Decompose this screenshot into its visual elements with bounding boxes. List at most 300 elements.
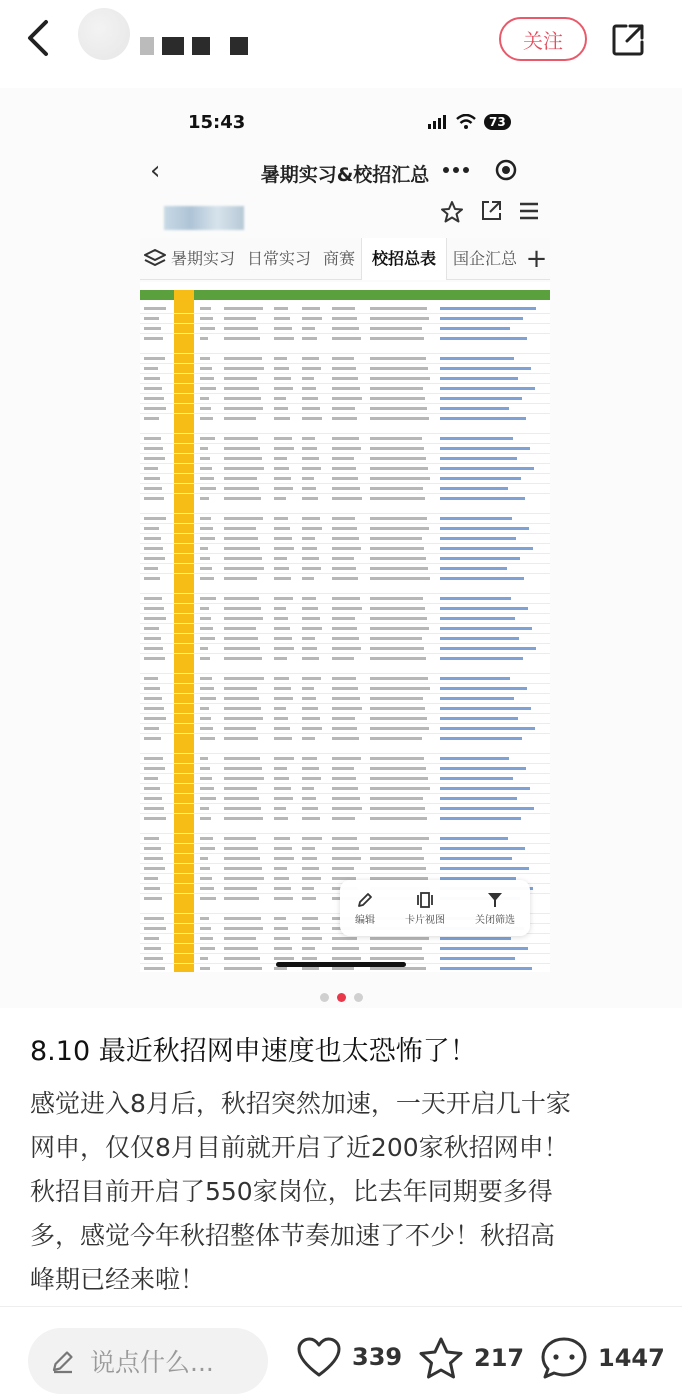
- like-button[interactable]: [296, 1336, 402, 1378]
- table-cell: [274, 357, 287, 360]
- author-name-redacted[interactable]: [140, 34, 280, 58]
- table-cell: [302, 657, 319, 660]
- table-cell: [332, 357, 354, 360]
- table-cell: [332, 447, 361, 450]
- table-cell: [224, 877, 264, 880]
- table-cell: [302, 557, 319, 560]
- layers-icon: [140, 238, 171, 280]
- table-cell: [274, 687, 291, 690]
- table-cell: [302, 597, 316, 600]
- table-cell: [332, 487, 360, 490]
- table-cell: [144, 467, 158, 470]
- divider: [0, 1306, 682, 1307]
- table-cell: [144, 787, 160, 790]
- table-cell: [302, 637, 315, 640]
- table-cell: [274, 607, 286, 610]
- table-cell: [332, 327, 359, 330]
- table-cell: [224, 677, 264, 680]
- table-cell: [302, 457, 319, 460]
- table-cell: [224, 887, 257, 890]
- table-row: [140, 414, 550, 434]
- table-cell: [224, 367, 264, 370]
- table-cell: [332, 857, 361, 860]
- table-cell: [144, 737, 161, 740]
- table-cell: [370, 477, 430, 480]
- table-cell: [144, 497, 164, 500]
- table-cell-link: [440, 777, 513, 780]
- table-cell-link: [440, 437, 513, 440]
- table-cell: [370, 657, 426, 660]
- table-cell: [274, 447, 294, 450]
- table-cell: [144, 527, 159, 530]
- table-cell: [332, 757, 361, 760]
- table-cell: [224, 727, 256, 730]
- table-cell: [224, 517, 263, 520]
- table-cell: [370, 817, 427, 820]
- table-cell-link: [440, 407, 509, 410]
- table-cell: [144, 807, 164, 810]
- table-cell: [200, 677, 212, 680]
- table-cell: [200, 567, 212, 570]
- table-row: [140, 534, 550, 544]
- table-cell: [144, 647, 163, 650]
- table-cell: [200, 357, 210, 360]
- share-button[interactable]: [606, 18, 650, 62]
- table-cell: [274, 517, 288, 520]
- table-cell: [200, 837, 213, 840]
- table-row: [140, 814, 550, 834]
- table-row: [140, 724, 550, 734]
- table-cell: [370, 947, 422, 950]
- table-cell: [144, 957, 163, 960]
- table-cell: [370, 687, 430, 690]
- comment-button[interactable]: [540, 1336, 665, 1380]
- table-cell: [274, 847, 292, 850]
- table-cell: [144, 937, 159, 940]
- table-cell: [332, 597, 360, 600]
- table-cell-link: [440, 557, 520, 560]
- table-cell-link: [440, 697, 514, 700]
- table-cell: [224, 557, 262, 560]
- table-cell: [332, 647, 361, 650]
- table-cell: [144, 397, 164, 400]
- table-cell: [224, 697, 259, 700]
- table-cell: [224, 337, 260, 340]
- table-cell: [200, 597, 216, 600]
- table-cell: [274, 817, 288, 820]
- table-cell: [274, 947, 292, 950]
- table-cell: [302, 697, 316, 700]
- table-cell: [332, 337, 361, 340]
- table-cell: [224, 477, 257, 480]
- table-cell: [332, 367, 356, 370]
- spreadsheet-grid: [140, 282, 550, 972]
- table-cell: [144, 927, 166, 930]
- favorite-button[interactable]: [418, 1336, 524, 1380]
- comment-placeholder: 说点什么...: [90, 1348, 214, 1377]
- table-cell: [302, 887, 314, 890]
- table-cell: [332, 397, 362, 400]
- table-cell-link: [440, 577, 524, 580]
- table-cell: [200, 967, 210, 970]
- table-cell: [200, 607, 209, 610]
- table-cell: [224, 417, 256, 420]
- table-cell: [332, 547, 361, 550]
- add-tab-icon: +: [525, 243, 548, 274]
- table-cell: [200, 407, 211, 410]
- table-cell: [224, 847, 258, 850]
- table-cell: [332, 867, 354, 870]
- carousel-dot: [320, 993, 329, 1002]
- table-cell: [332, 307, 355, 310]
- table-cell: [332, 707, 362, 710]
- table-cell: [224, 627, 256, 630]
- table-cell-link: [440, 597, 511, 600]
- table-cell: [144, 617, 166, 620]
- table-row: [140, 514, 550, 524]
- post-body-line: 网申，仅仅8月目前就开启了近200家秋招网申！: [30, 1133, 569, 1162]
- carousel-dots: [0, 993, 682, 1002]
- table-cell: [332, 497, 362, 500]
- table-cell: [200, 487, 216, 490]
- table-cell: [144, 357, 165, 360]
- table-cell: [370, 467, 428, 470]
- table-cell: [302, 487, 316, 490]
- table-cell: [274, 497, 286, 500]
- table-cell: [144, 767, 165, 770]
- table-cell: [332, 717, 355, 720]
- table-cell: [200, 447, 208, 450]
- table-cell: [224, 767, 262, 770]
- table-cell: [274, 637, 292, 640]
- table-cell: [332, 967, 354, 970]
- table-cell-link: [440, 367, 531, 370]
- table-cell: [144, 307, 166, 310]
- table-cell: [200, 737, 215, 740]
- table-cell: [302, 737, 315, 740]
- table-cell-link: [440, 417, 526, 420]
- table-cell: [370, 937, 429, 940]
- table-cell-link: [440, 397, 522, 400]
- table-cell: [332, 657, 354, 660]
- table-cell: [302, 757, 317, 760]
- table-row: [140, 474, 550, 484]
- table-cell: [302, 537, 315, 540]
- mini-app-title: 暑期实习&校招汇总: [260, 164, 430, 186]
- table-row: [140, 334, 550, 354]
- table-cell: [302, 627, 322, 630]
- table-cell: [224, 937, 256, 940]
- table-cell: [144, 317, 159, 320]
- post-body-line: 感觉进入8月后，秋招突然加速，一天开启几十家: [30, 1089, 571, 1118]
- table-cell: [370, 307, 427, 310]
- table-cell: [274, 867, 287, 870]
- table-cell: [302, 687, 314, 690]
- table-cell: [274, 627, 290, 630]
- table-cell: [224, 327, 258, 330]
- table-cell: [302, 857, 317, 860]
- table-row: [140, 944, 550, 954]
- table-cell: [370, 777, 428, 780]
- table-cell: [302, 777, 321, 780]
- table-cell: [302, 497, 318, 500]
- table-cell: [274, 567, 289, 570]
- table-cell: [274, 837, 290, 840]
- table-cell: [200, 927, 211, 930]
- table-row: [140, 304, 550, 314]
- table-cell: [200, 777, 212, 780]
- carousel-dot-active: [337, 993, 346, 1002]
- table-cell: [370, 737, 422, 740]
- table-cell: [370, 397, 425, 400]
- table-cell: [332, 687, 358, 690]
- table-cell: [274, 777, 289, 780]
- table-cell: [274, 927, 288, 930]
- table-cell: [332, 517, 355, 520]
- like-count: 339: [352, 1343, 403, 1371]
- table-cell-link: [440, 797, 517, 800]
- table-cell: [302, 407, 320, 410]
- author-avatar[interactable]: [78, 8, 130, 60]
- table-cell: [370, 487, 423, 490]
- table-cell: [224, 497, 261, 500]
- table-row: [140, 494, 550, 514]
- table-cell: [302, 397, 318, 400]
- carousel-dot: [354, 993, 363, 1002]
- table-cell: [200, 437, 215, 440]
- table-cell: [200, 547, 208, 550]
- tab-soe-summary: 国企汇总: [453, 248, 518, 268]
- table-cell: [274, 387, 293, 390]
- table-cell: [274, 717, 288, 720]
- table-cell: [370, 537, 422, 540]
- table-cell: [370, 417, 429, 420]
- table-cell: [200, 727, 213, 730]
- table-row: [140, 614, 550, 624]
- table-cell: [224, 817, 263, 820]
- table-cell: [370, 437, 422, 440]
- table-cell: [200, 857, 208, 860]
- table-cell-link: [440, 837, 508, 840]
- table-cell: [144, 967, 165, 970]
- table-cell: [144, 897, 162, 900]
- tab-daily-intern: 日常实习: [247, 248, 312, 268]
- table-cell: [200, 477, 214, 480]
- table-cell: [274, 547, 294, 550]
- table-cell: [274, 757, 294, 760]
- table-cell: [332, 727, 357, 730]
- table-cell: [302, 327, 315, 330]
- table-cell: [332, 577, 358, 580]
- table-cell: [302, 917, 318, 920]
- table-cell: [200, 717, 211, 720]
- chevron-left-icon: [26, 18, 50, 58]
- table-cell: [200, 417, 213, 420]
- table-cell: [370, 407, 427, 410]
- back-button[interactable]: [18, 18, 58, 58]
- table-cell: [370, 527, 429, 530]
- table-cell: [224, 437, 258, 440]
- table-cell: [302, 847, 315, 850]
- table-row: [140, 564, 550, 574]
- table-row: [140, 734, 550, 754]
- table-cell-link: [440, 567, 507, 570]
- table-row: [140, 674, 550, 684]
- table-cell: [274, 417, 290, 420]
- table-cell: [332, 637, 359, 640]
- table-cell: [332, 607, 362, 610]
- table-cell-link: [440, 637, 519, 640]
- table-cell-link: [440, 807, 534, 810]
- table-cell-link: [440, 687, 527, 690]
- table-cell-link: [440, 847, 525, 850]
- table-cell: [302, 357, 319, 360]
- table-cell: [200, 847, 215, 850]
- table-cell-link: [440, 547, 533, 550]
- table-row: [140, 544, 550, 554]
- table-cell-link: [440, 377, 518, 380]
- table-cell-link: [440, 787, 530, 790]
- table-row: [140, 754, 550, 764]
- table-cell: [332, 787, 358, 790]
- embedded-status-bar: [0, 112, 682, 138]
- table-cell: [302, 807, 318, 810]
- table-cell: [200, 707, 209, 710]
- table-cell: [224, 577, 257, 580]
- table-cell: [302, 367, 321, 370]
- table-row: [140, 574, 550, 594]
- table-cell: [274, 647, 294, 650]
- table-cell: [224, 647, 260, 650]
- table-cell: [332, 837, 357, 840]
- table-cell-link: [440, 967, 532, 970]
- table-cell: [274, 407, 288, 410]
- table-cell: [302, 937, 322, 940]
- favorite-count: 217: [474, 1344, 525, 1372]
- table-cell: [370, 457, 426, 460]
- follow-button[interactable]: 关注: [499, 17, 587, 61]
- table-cell: [274, 797, 293, 800]
- table-cell: [274, 537, 292, 540]
- table-cell: [370, 577, 430, 580]
- table-cell: [274, 897, 293, 900]
- table-cell: [274, 437, 292, 440]
- bottom-action-bar: [0, 1312, 682, 1394]
- table-cell: [144, 917, 164, 920]
- table-cell: [302, 417, 322, 420]
- table-cell-link: [440, 947, 528, 950]
- table-cell: [144, 447, 163, 450]
- table-row: [140, 864, 550, 874]
- table-cell: [274, 467, 289, 470]
- table-cell: [200, 367, 212, 370]
- table-cell: [274, 317, 290, 320]
- table-cell-link: [440, 387, 535, 390]
- table-cell-link: [440, 957, 515, 960]
- table-cell: [200, 327, 215, 330]
- table-cell: [302, 387, 316, 390]
- table-cell: [370, 317, 429, 320]
- table-cell: [224, 657, 262, 660]
- table-cell: [224, 707, 261, 710]
- table-cell: [200, 877, 212, 880]
- table-cell: [332, 567, 356, 570]
- table-cell: [302, 377, 314, 380]
- table-cell: [332, 557, 354, 560]
- table-row: [140, 694, 550, 704]
- table-cell: [302, 797, 316, 800]
- table-cell-link: [440, 727, 535, 730]
- table-cell: [274, 787, 291, 790]
- table-cell: [274, 767, 287, 770]
- heart-icon: [296, 1336, 342, 1378]
- table-cell: [302, 897, 316, 900]
- table-cell: [224, 457, 262, 460]
- table-cell: [274, 487, 293, 490]
- table-cell: [144, 607, 164, 610]
- table-cell: [274, 397, 286, 400]
- table-cell: [144, 837, 159, 840]
- table-cell: [224, 917, 261, 920]
- table-cell: [274, 377, 291, 380]
- table-cell: [332, 737, 359, 740]
- table-row: [140, 404, 550, 414]
- table-cell: [224, 637, 258, 640]
- comment-input[interactable]: [28, 1328, 268, 1394]
- table-cell: [302, 927, 320, 930]
- table-cell-link: [440, 307, 536, 310]
- table-row: [140, 794, 550, 804]
- table-cell: [224, 387, 259, 390]
- table-cell: [370, 327, 422, 330]
- table-row: [140, 484, 550, 494]
- table-cell: [200, 807, 209, 810]
- table-cell: [200, 637, 215, 640]
- table-row: [140, 844, 550, 854]
- table-cell: [302, 877, 321, 880]
- table-cell: [144, 437, 161, 440]
- table-cell-link: [440, 857, 512, 860]
- table-cell: [370, 567, 428, 570]
- table-cell: [224, 897, 259, 900]
- sheet-tabs: [140, 238, 550, 280]
- table-cell: [302, 647, 317, 650]
- table-row: [140, 634, 550, 644]
- table-cell: [370, 627, 429, 630]
- table-cell: [224, 927, 263, 930]
- table-cell: [224, 467, 264, 470]
- table-cell: [332, 937, 357, 940]
- table-cell: [302, 767, 319, 770]
- table-cell: [302, 947, 315, 950]
- table-cell: [224, 717, 263, 720]
- table-cell: [370, 447, 424, 450]
- table-cell: [370, 677, 428, 680]
- table-cell: [224, 487, 259, 490]
- table-cell: [370, 387, 423, 390]
- table-cell-link: [440, 737, 522, 740]
- table-cell: [224, 687, 257, 690]
- table-cell: [332, 457, 354, 460]
- table-cell: [200, 337, 208, 340]
- home-indicator: [276, 962, 406, 967]
- table-cell: [274, 877, 289, 880]
- table-cell: [224, 777, 264, 780]
- mini-app-header: [140, 150, 550, 194]
- share-icon: [610, 22, 646, 58]
- wifi-icon: [456, 114, 476, 130]
- table-cell-link: [440, 867, 529, 870]
